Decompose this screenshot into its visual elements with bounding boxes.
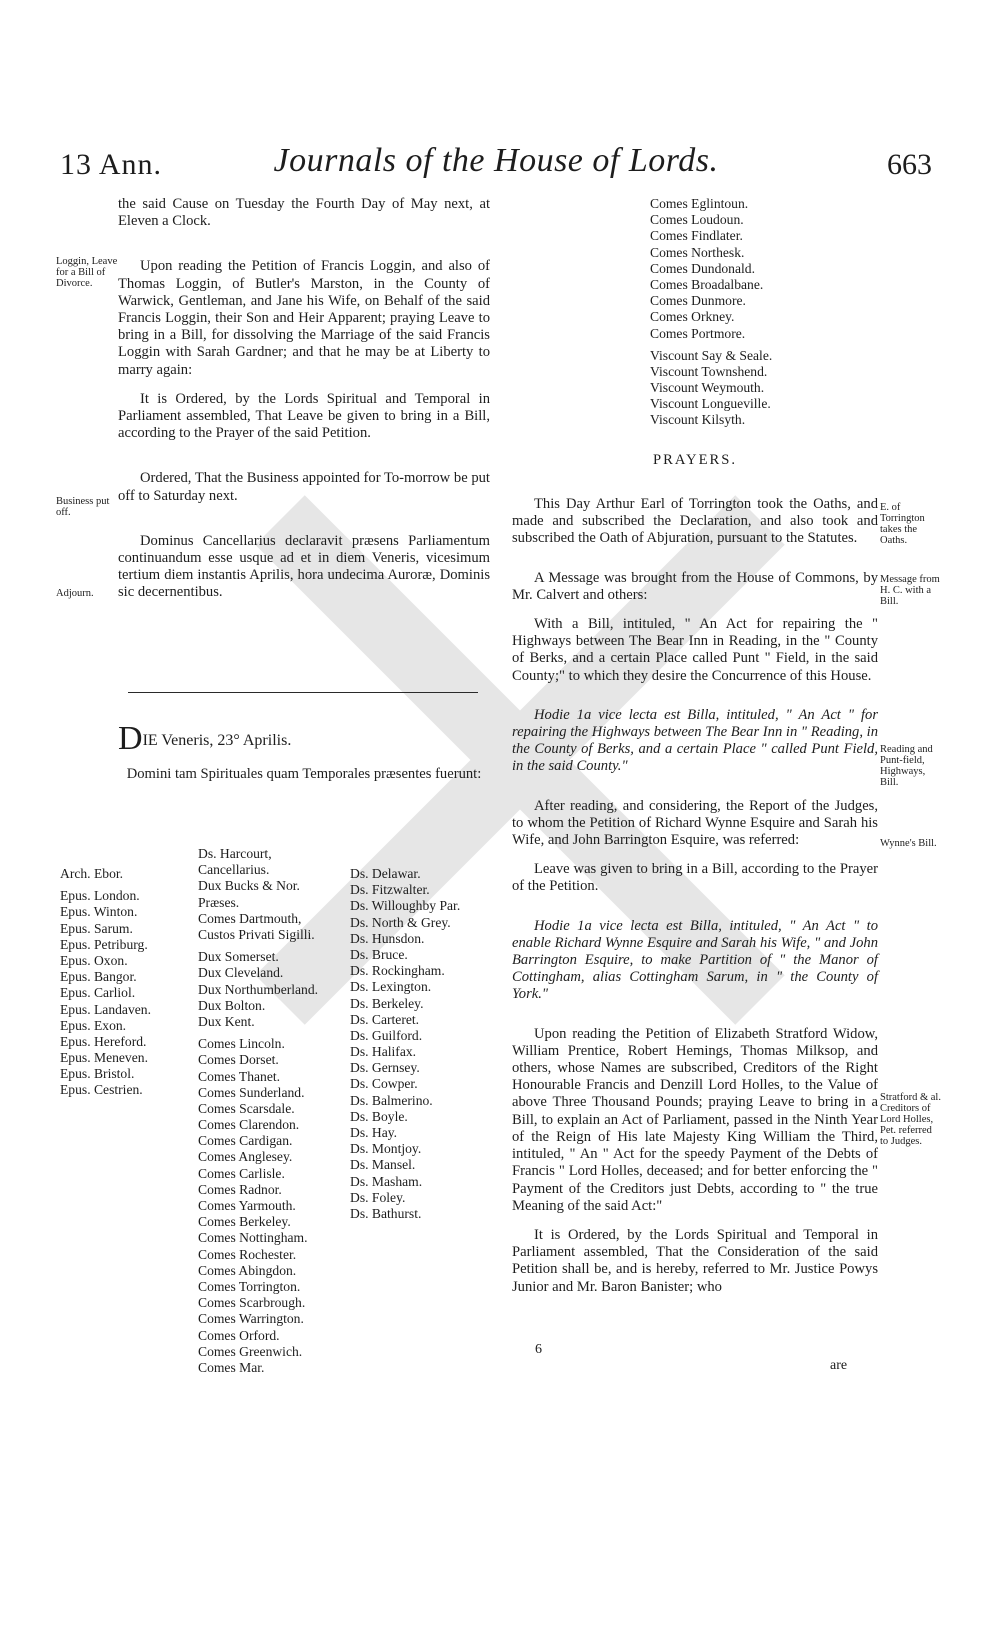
lord-entry: Epus. Bangor. [60,969,137,985]
continued-text: the said Cause on Tuesday the Fourth Day of May next, at Eleven a Clock. [118,196,490,230]
lord-entry: Viscount Longueville. [650,396,771,412]
lord-entry: Viscount Townshend. [650,363,768,379]
lord-entry: Comes Portmore. [650,325,746,341]
lord-entry: Dux Cleveland. [198,965,284,981]
lord-entry: Comes Thanet. [198,1068,281,1084]
lord-entry: Comes Eglintoun. [650,196,749,211]
lord-entry: Comes Lincoln. [198,1036,285,1052]
prayers-heading: PRAYERS. [652,452,737,468]
lord-entry: Comes Dundonald. [650,260,755,276]
lord-entry: Ds. Bathurst. [350,1205,422,1221]
lord-entry: Comes Carlisle. [198,1165,285,1181]
lord-entry: Epus. Meneven. [60,1050,148,1066]
highways-first-reading: Hodie 1a vice lecta est Billa, intituled, " An Act " for repairing the Highways between The Bear Inn in " Reading, in the County of Berks, and a certain Place " called Punt Field, in the said County." [512,706,878,775]
left-column [118,196,490,614]
lord-entry: Comes Sunderland. [198,1084,305,1100]
lord-entry: Comes Scarsdale. [198,1100,295,1116]
lord-entry: Ds. Masham. [350,1173,423,1189]
lord-entry: Comes Warrington. [198,1311,304,1327]
attendance-heading: Domini tam Spirituales quam Temporales præsentes fuerunt: [126,766,482,782]
lord-entry: Comes Mar. [198,1359,265,1375]
business-order: Ordered, That the Business appointed for To-morrow be put off to Saturday next. [118,470,490,504]
lord-entry: Comes Anglesey. [198,1149,293,1165]
stratford-order: It is Ordered, by the Lords Spiritual and Temporal in Parliament assembled, That the Consideration of the said Petition shall be, and is hereby, referred to Mr. Justice Powys Junior and Mr. Baron Banister; who [512,1226,878,1295]
lord-entry: Ds. Boyle. [350,1108,408,1124]
commons-message: A Message was brought from the House of Commons, by Mr. Calvert and others: [512,569,878,603]
margin-note-highways: Reading and Punt-field, Highways, Bill. [880,744,933,788]
running-title: Journals of the House of Lords. [273,142,719,179]
margin-note-loggin: Loggin, Leave for a Bill of Divorce. [56,256,118,289]
lord-entry: Comes Loudoun. [650,212,744,228]
bishops-list [60,866,151,1099]
lord-entry: Comes Nottingham. [198,1230,308,1246]
signature-mark: 6 [535,1342,542,1357]
lord-entry: Ds. Foley. [350,1189,406,1205]
margin-note-torrington: E. of Torrington takes the Oaths. [880,502,925,546]
lord-entry: Ds. Montjoy. [350,1141,422,1157]
lord-entry: Ds. Hunsdon. [350,930,425,946]
margin-note-adjourn: Adjourn. [56,588,94,599]
day-heading [118,720,490,758]
lord-entry: Dux Bucks & Nor. Præses. [198,878,300,910]
lord-entry: Comes Dorset. [198,1052,279,1068]
lord-entry: Comes Northesk. [650,244,745,260]
lord-entry: Comes Rochester. [198,1246,297,1262]
lord-entry: Ds. Bruce. [350,946,408,962]
lord-entry: Comes Greenwich. [198,1343,303,1359]
day-heading-text: IE Veneris, 23° Aprilis. [142,732,292,749]
lord-entry: Comes Scarbrough. [198,1295,306,1311]
lord-entry: Epus. Bristol. [60,1066,135,1082]
lord-entry: Epus. Landaven. [60,1001,151,1017]
lord-entry: Comes Yarmouth. [198,1198,296,1214]
lord-entry: Dux Somerset. [198,949,279,965]
lord-entry: Comes Berkeley. [198,1214,291,1230]
lord-entry: Ds. Delawar. [350,866,421,881]
lord-entry: Epus. Petriburg. [60,936,148,952]
lord-entry: Ds. Fitzwalter. [350,882,430,898]
page-header [60,138,932,188]
lord-entry: Epus. Cestrien. [60,1082,143,1098]
lord-entry: Comes Cardigan. [198,1133,293,1149]
margin-note-stratford: Stratford & al. Creditors of Lord Holles, Pet. referred to Judges. [880,1092,941,1147]
lord-entry: Comes Dunmore. [650,293,746,309]
lord-entry: Epus. Exon. [60,1017,127,1033]
lord-entry: Viscount Weymouth. [650,380,765,396]
lord-entry: Epus. Winton. [60,904,138,920]
lord-entry: Comes Torrington. [198,1278,301,1294]
lord-entry: Comes Orkney. [650,309,735,325]
lord-entry: Ds. Gernsey. [350,1060,420,1076]
lord-entry: Ds. Rockingham. [350,963,445,979]
lord-entry: Ds. North & Grey. [350,914,451,930]
lord-entry: Comes Orford. [198,1327,280,1343]
wynne-leave: Leave was given to bring in a Bill, according to the Prayer of the Petition. [512,861,878,895]
lord-entry: Ds. Hay. [350,1125,398,1140]
lord-entry: Comes Radnor. [198,1181,282,1197]
lord-entry: Viscount Kilsyth. [650,412,746,428]
stratford-petition: Upon reading the Petition of Elizabeth Stratford Widow, William Prentice, Robert Hemings, Thomas Milksop, and others, whose Names are subscribed, Creditors of the Right Honourable Francis and Denzill Lord Holles, to the Value of above Three Thousand Pounds; praying Leave to bring in a Bill, to explain an Act of Parliament, passed in the Ninth Year of the Reign of His late Majesty King William the Third, intituled, " An " Act for the speedy Payment of the Debts of Francis " Lord Holles, deceased; and for better enforcing the " Payment of the Creditors just Debts, according to " the true Meaning of the said Act:" [512,1025,878,1214]
lord-entry: Epus. Oxon. [60,952,128,968]
lord-entry: Ds. Mansel. [350,1157,416,1173]
lord-entry: Dux Northumberland. [198,981,319,997]
lord-entry: Dux Bolton. [198,997,266,1013]
scottish-peers-list [650,196,772,429]
right-column [512,496,878,1308]
loggin-order: It is Ordered, by the Lords Spiritual and Temporal in Parliament assembled, That Leave be given to bring in a Bill, according to the Prayer of the said Petition. [118,390,490,442]
lord-entry: Comes Dartmouth, Custos Privati Sigilli. [198,910,315,943]
lord-entry: Epus. Carliol. [60,985,136,1001]
lord-entry: Epus. Hereford. [60,1033,147,1049]
catchword: are [830,1358,848,1373]
adjournment: Dominus Cancellarius declaravit præsens Parliamentum continuandum esse usque ad et in diem Veneris, vicesimum tertium diem instantis Aprilis, hora undecima Auroræ, Dominis sic decernentibus. [118,532,490,601]
lord-entry: Comes Findlater. [650,228,743,244]
lord-entry: Ds. Harcourt, Cancellarius. [198,846,272,878]
page-number: 663 [887,148,932,181]
lord-entry: Ds. Halifax. [350,1044,417,1060]
lord-entry: Comes Clarendon. [198,1117,300,1133]
section-rule [128,692,478,693]
wynne-report: After reading, and considering, the Report of the Judges, to whom the Petition of Richard Wynne Esquire and Sarah his Wife, and John Barrington Esquire, was referred: [512,797,878,849]
lord-entry: Arch. Ebor. [60,866,124,881]
lord-entry: Ds. Lexington. [350,979,432,995]
margin-note-business: Business put off. [56,496,110,518]
lord-entry: Ds. Carteret. [350,1011,420,1027]
torrington-oaths: This Day Arthur Earl of Torrington took the Oaths, and made and subscribed the Declaration, and also took and subscribed the Oath of Abjuration, pursuant to the Statutes. [512,496,878,547]
lord-entry: Ds. Berkeley. [350,995,424,1011]
regnal-year: 13 Ann. [60,148,163,181]
lord-entry: Ds. Cowper. [350,1076,418,1092]
margin-note-wynne: Wynne's Bill. [880,838,937,849]
lord-entry: Comes Broadalbane. [650,276,764,292]
loggin-petition: Upon reading the Petition of Francis Loggin, and also of Thomas Loggin, of Butler's Marston, in the County of Warwick, Gentleman, and Jane his Wife, on Behalf of the said Francis Loggin, their Son and Heir Apparent; praying Leave to bring in a Bill, for dissolving the Marriage of the said Francis Loggin with Sarah Gardner; and that he may be at Liberty to marry again: [118,258,490,378]
margin-note-message: Message from H. C. with a Bill. [880,574,940,607]
lord-entry: Epus. London. [60,888,140,904]
lord-entry: Comes Abingdon. [198,1262,297,1278]
lord-entry: Dux Kent. [198,1013,255,1029]
highways-bill: With a Bill, intituled, " An Act for repairing the " Highways between The Bear Inn in Reading, in the " County of Berks, and a certain Place called Punt " Field, in the said County;" to which they desire the Concurrence of this House. [512,616,878,684]
officers-dukes-earls-list [198,846,336,1376]
drop-capital: D [118,720,143,757]
barons-list [350,866,460,1222]
lord-entry: Viscount Say & Seale. [650,347,773,363]
lord-entry: Ds. Balmerino. [350,1092,433,1108]
lord-entry: Ds. Willoughby Par. [350,898,461,914]
lord-entry: Ds. Guilford. [350,1027,423,1043]
wynne-first-reading: Hodie 1a vice lecta est Billa, intituled, " An Act " to enable Richard Wynne Esquire and Sarah his Wife, " and John Barrington Esquire, to make Partition of " the Manor of Cottingham, alias Cottingham Sarum, in " the County of York." [512,917,878,1003]
lord-entry: Epus. Sarum. [60,920,133,936]
